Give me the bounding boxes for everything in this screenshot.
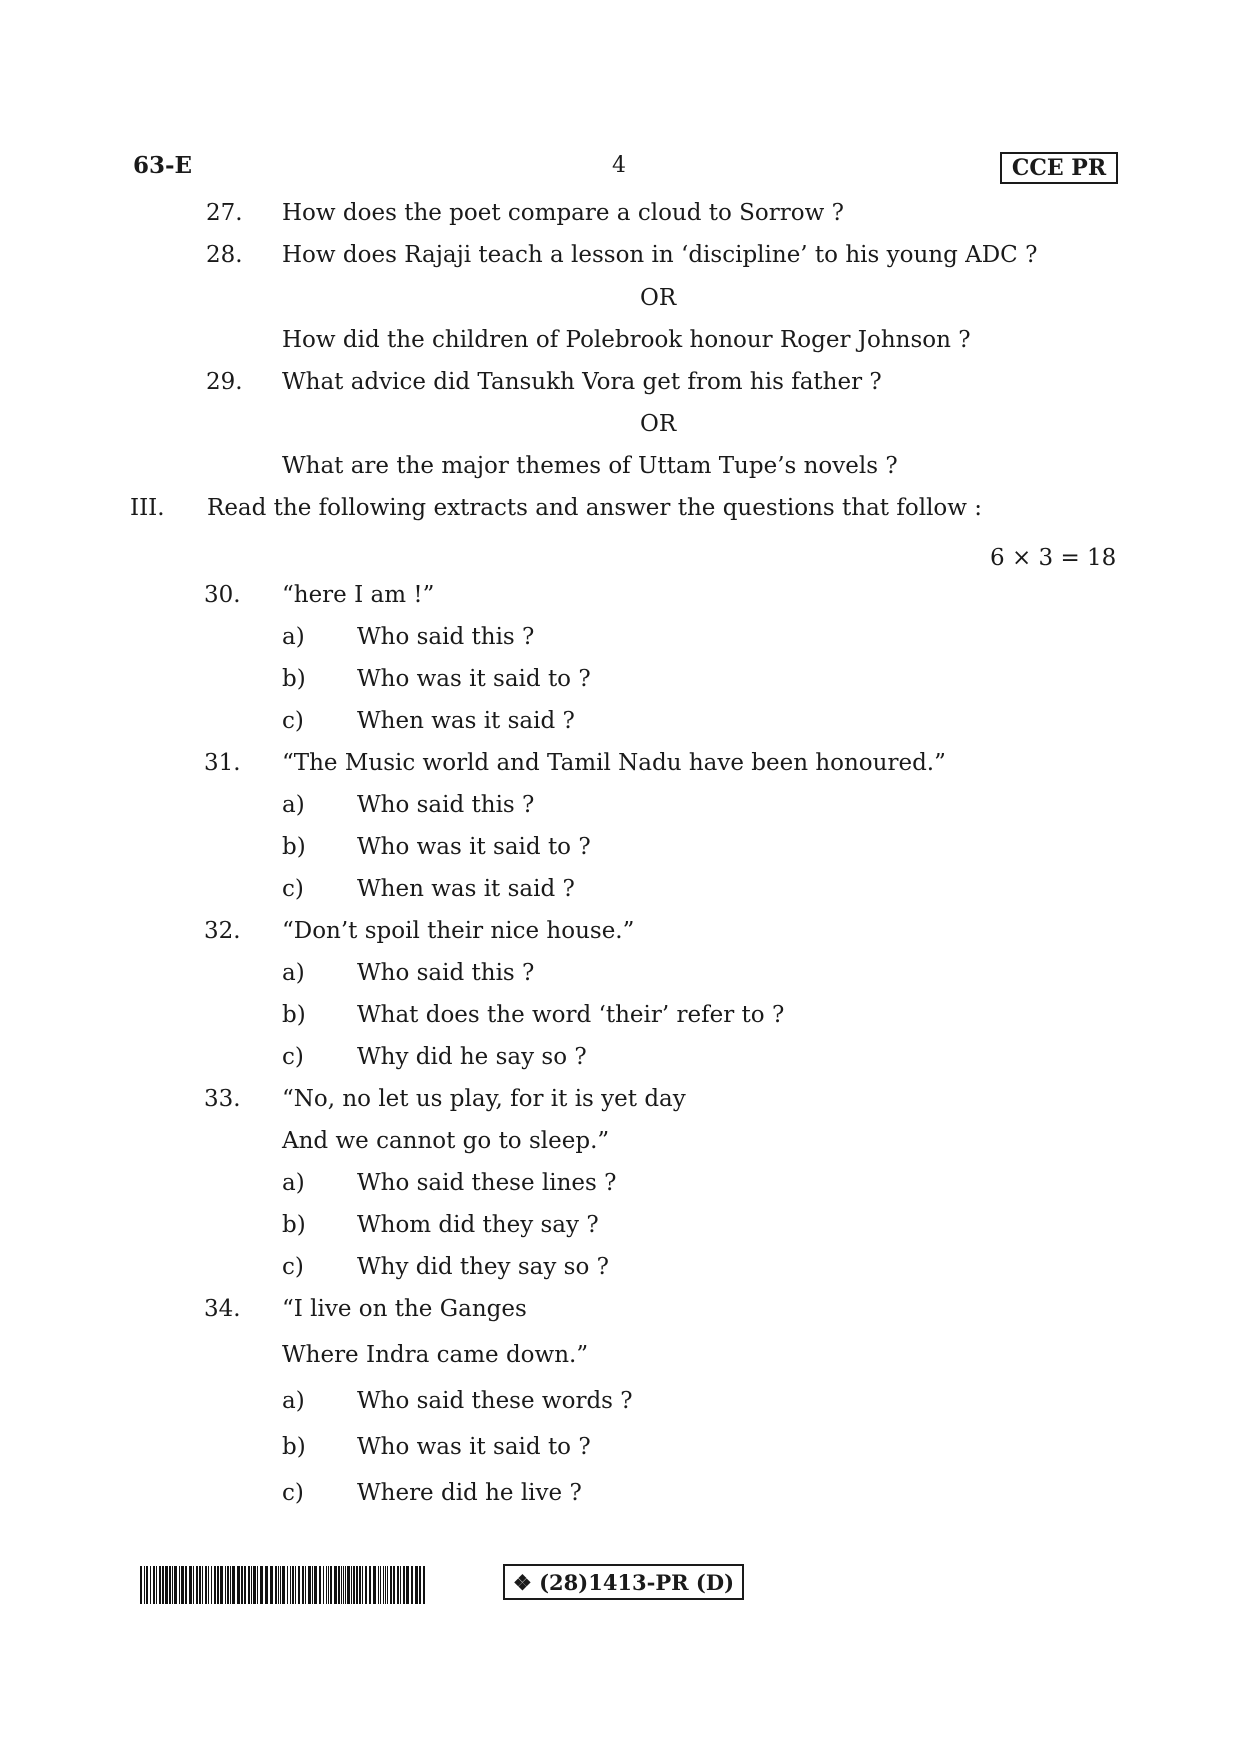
sub-question-text: Why did they say so ? <box>357 1254 609 1280</box>
barcode-bar <box>225 1566 226 1604</box>
extract-quote-line: And we cannot go to sleep.” <box>282 1128 610 1154</box>
barcode-bar <box>150 1566 151 1604</box>
barcode-bar <box>290 1566 291 1604</box>
barcode-bar <box>181 1566 184 1604</box>
barcode-bar <box>220 1566 223 1604</box>
footer-code: ❖ (28)1413-PR (D) <box>512 1569 735 1595</box>
sub-question-text: Where did he live ? <box>357 1480 582 1506</box>
barcode-bar <box>241 1566 243 1604</box>
sub-question-label: a) <box>282 1388 305 1414</box>
sub-question-label: c) <box>282 876 304 902</box>
sub-question-label: c) <box>282 1044 304 1070</box>
barcode-bar <box>302 1566 304 1604</box>
sub-question-label: a) <box>282 624 305 650</box>
question-text: How does the poet compare a cloud to Sorrow ? <box>282 200 844 226</box>
barcode-bar <box>334 1566 337 1604</box>
sub-question-label: b) <box>282 1002 306 1028</box>
sub-question-text: Who said this ? <box>357 960 535 986</box>
barcode-bar <box>341 1566 342 1604</box>
barcode-bar <box>383 1566 384 1604</box>
question-text: What advice did Tansukh Vora get from his father ? <box>282 369 882 395</box>
barcode-bar <box>199 1566 201 1604</box>
barcode-bar <box>185 1566 187 1604</box>
barcode-bar <box>146 1566 148 1604</box>
barcode-bar <box>369 1566 371 1604</box>
or-separator: OR <box>640 285 677 311</box>
barcode-bar <box>159 1566 161 1604</box>
barcode-bar <box>338 1566 340 1604</box>
or-separator: OR <box>640 411 677 437</box>
barcode-icon <box>140 1566 425 1604</box>
barcode-bar <box>265 1566 268 1604</box>
extract-quote-line: “I live on the Ganges <box>282 1296 527 1322</box>
extract-quote: “Don’t spoil their nice house.” <box>282 918 635 944</box>
sub-question-label: a) <box>282 1170 305 1196</box>
barcode-bar <box>305 1566 306 1604</box>
barcode-bar <box>356 1566 358 1604</box>
barcode-bar <box>193 1566 194 1604</box>
barcode-bar <box>211 1566 212 1604</box>
extract-quote: “The Music world and Tamil Nadu have been honoured.” <box>282 750 946 776</box>
barcode-bar <box>415 1566 418 1604</box>
extract-number: 30. <box>204 582 241 608</box>
barcode-bar <box>144 1566 145 1604</box>
sub-question-label: b) <box>282 666 306 692</box>
barcode-bar <box>287 1566 288 1604</box>
barcode-bar <box>345 1566 346 1604</box>
section-roman-numeral: III. <box>130 495 165 521</box>
sub-question-text: When was it said ? <box>357 708 575 734</box>
barcode-bar <box>328 1566 329 1604</box>
barcode-bar <box>319 1566 321 1604</box>
barcode-bar <box>230 1566 231 1604</box>
extract-quote-line: “No, no let us play, for it is yet day <box>282 1086 686 1112</box>
sub-question-text: Who said these words ? <box>357 1388 633 1414</box>
barcode-bar <box>365 1566 367 1604</box>
barcode-bar <box>308 1566 311 1604</box>
barcode-bar <box>275 1566 277 1604</box>
barcode-bar <box>380 1566 381 1604</box>
barcode-bar <box>373 1566 376 1604</box>
barcode-bar <box>251 1566 252 1604</box>
question-text: How does Rajaji teach a lesson in ‘discipline’ to his young ADC ? <box>282 242 1038 268</box>
barcode-bar <box>411 1566 413 1604</box>
barcode-bar <box>260 1566 263 1604</box>
barcode-bar <box>343 1566 344 1604</box>
barcode-bar <box>248 1566 250 1604</box>
extract-number: 31. <box>204 750 241 776</box>
barcode-bar <box>282 1566 285 1604</box>
barcode-bar <box>257 1566 258 1604</box>
barcode-bar <box>378 1566 379 1604</box>
barcode-bar <box>390 1566 392 1604</box>
sub-question-text: Who said these lines ? <box>357 1170 617 1196</box>
sub-question-label: a) <box>282 792 305 818</box>
sub-question-label: b) <box>282 1212 306 1238</box>
barcode-bar <box>179 1566 180 1604</box>
barcode-bar <box>312 1566 313 1604</box>
section-marks: 6 × 3 = 18 <box>990 545 1117 571</box>
barcode-bar <box>406 1566 409 1604</box>
barcode-bar <box>169 1566 171 1604</box>
barcode-bar <box>419 1566 421 1604</box>
barcode-bar <box>292 1566 294 1604</box>
extract-quote-line: Where Indra came down.” <box>282 1342 589 1368</box>
barcode-bar <box>393 1566 395 1604</box>
barcode-bar <box>208 1566 209 1604</box>
sub-question-text: Who was it said to ? <box>357 1434 591 1460</box>
cce-pr-badge <box>1000 152 1118 184</box>
barcode-bar <box>280 1566 281 1604</box>
sub-question-text: Who was it said to ? <box>357 666 591 692</box>
barcode-bar <box>362 1566 363 1604</box>
sub-question-label: a) <box>282 960 305 986</box>
sub-question-text: Whom did they say ? <box>357 1212 599 1238</box>
barcode-bar <box>314 1566 317 1604</box>
barcode-bar <box>165 1566 168 1604</box>
barcode-bar <box>172 1566 173 1604</box>
barcode-bar <box>353 1566 355 1604</box>
barcode-bar <box>174 1566 177 1604</box>
extract-number: 32. <box>204 918 241 944</box>
barcode-bar <box>403 1566 405 1604</box>
page-number: 4 <box>612 153 626 178</box>
barcode-bar <box>214 1566 216 1604</box>
barcode-bar <box>156 1566 157 1604</box>
question-number: 27. <box>206 200 243 226</box>
barcode-bar <box>387 1566 388 1604</box>
barcode-bar <box>244 1566 246 1604</box>
barcode-bar <box>385 1566 386 1604</box>
barcode-bar <box>270 1566 273 1604</box>
paper-code: 63-E <box>133 152 193 179</box>
barcode-bar <box>351 1566 352 1604</box>
sub-question-text: Who said this ? <box>357 792 535 818</box>
barcode-bar <box>227 1566 229 1604</box>
sub-question-label: c) <box>282 1254 304 1280</box>
extract-number: 34. <box>204 1296 241 1322</box>
barcode-bar <box>253 1566 256 1604</box>
barcode-bar <box>189 1566 192 1604</box>
question-number: 29. <box>206 369 243 395</box>
barcode-bar <box>330 1566 332 1604</box>
barcode-bar <box>217 1566 219 1604</box>
barcode-bar <box>237 1566 240 1604</box>
extract-number: 33. <box>204 1086 241 1112</box>
barcode-bar <box>323 1566 324 1604</box>
question-alt-text: How did the children of Polebrook honour Roger Johnson ? <box>282 327 971 353</box>
barcode-bar <box>202 1566 203 1604</box>
barcode-bar <box>196 1566 198 1604</box>
extract-quote: “here I am !” <box>282 582 435 608</box>
cce-pr-badge-text: CCE PR <box>1011 155 1107 181</box>
sub-question-text: Why did he say so ? <box>357 1044 587 1070</box>
sub-question-label: c) <box>282 708 304 734</box>
sub-question-text: Who said this ? <box>357 624 535 650</box>
barcode-bar <box>298 1566 300 1604</box>
barcode-bar <box>140 1566 142 1604</box>
barcode-bar <box>347 1566 350 1604</box>
sub-question-text: What does the word ‘their’ refer to ? <box>357 1002 785 1028</box>
barcode-bar <box>295 1566 296 1604</box>
footer-code-box <box>503 1564 744 1600</box>
sub-question-text: When was it said ? <box>357 876 575 902</box>
sub-question-label: b) <box>282 1434 306 1460</box>
barcode-bar <box>153 1566 155 1604</box>
sub-question-text: Who was it said to ? <box>357 834 591 860</box>
barcode-bar <box>423 1566 425 1604</box>
barcode-bar <box>205 1566 207 1604</box>
barcode-bar <box>162 1566 164 1604</box>
barcode-bar <box>400 1566 401 1604</box>
question-number: 28. <box>206 242 243 268</box>
question-alt-text: What are the major themes of Uttam Tupe’s novels ? <box>282 453 898 479</box>
barcode-bar <box>278 1566 279 1604</box>
section-instruction: Read the following extracts and answer the questions that follow : <box>207 495 983 521</box>
barcode-bar <box>359 1566 361 1604</box>
barcode-bar <box>326 1566 327 1604</box>
sub-question-label: b) <box>282 834 306 860</box>
sub-question-label: c) <box>282 1480 304 1506</box>
barcode-bar <box>397 1566 399 1604</box>
barcode-bar <box>232 1566 235 1604</box>
